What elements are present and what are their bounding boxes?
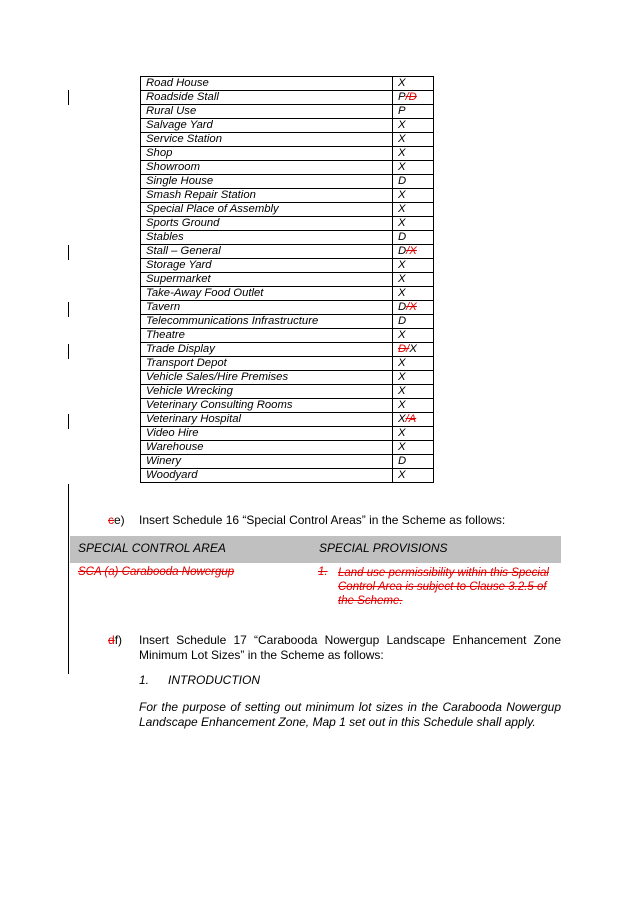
permissibility-cell	[393, 469, 434, 483]
permissibility: X	[398, 203, 406, 215]
change-bar	[68, 414, 69, 429]
land-use-name: Theatre	[141, 329, 393, 343]
permissibility: D	[398, 455, 407, 467]
permissibility: D	[398, 231, 407, 243]
land-use-row	[141, 105, 434, 119]
permissibility: X	[398, 371, 406, 383]
permissibility-cell	[393, 133, 434, 147]
sca-provision-number: 1.	[318, 566, 328, 578]
land-use-name: Vehicle Wrecking	[141, 385, 393, 399]
land-use-row	[141, 161, 434, 175]
permissibility-cell	[393, 301, 434, 315]
land-use-name: Trade Display	[141, 343, 393, 357]
permissibility: X	[398, 441, 406, 453]
permissibility-cell	[393, 385, 434, 399]
change-bar	[68, 245, 69, 260]
deleted-label: c	[108, 513, 114, 527]
land-use-name: Roadside Stall	[141, 91, 393, 105]
permissibility-cell	[393, 91, 434, 105]
permissibility: P	[398, 105, 406, 117]
permissibility-cell	[393, 203, 434, 217]
deleted-permissibility: /X	[406, 301, 417, 313]
land-use-name: Warehouse	[141, 441, 393, 455]
permissibility: X	[398, 385, 406, 397]
land-use-name: Salvage Yard	[141, 119, 393, 133]
land-use-table	[140, 76, 434, 483]
permissibility-cell	[393, 427, 434, 441]
land-use-row	[141, 427, 434, 441]
permissibility-cell	[393, 455, 434, 469]
permissibility-cell	[393, 231, 434, 245]
land-use-row	[141, 357, 434, 371]
permissibility: D	[398, 175, 407, 187]
land-use-row	[141, 231, 434, 245]
land-use-row	[141, 301, 434, 315]
land-use-row	[141, 91, 434, 105]
land-use-name: Special Place of Assembly	[141, 203, 393, 217]
land-use-name: Sports Ground	[141, 217, 393, 231]
permissibility: P	[398, 91, 406, 103]
permissibility-cell	[393, 161, 434, 175]
permissibility-cell	[393, 413, 434, 427]
sca-area-name: SCA (a) Carabooda Nowergup	[78, 566, 235, 578]
permissibility: X	[398, 287, 406, 299]
land-use-name: Road House	[141, 77, 393, 91]
land-use-name: Telecommunications Infrastructure	[141, 315, 393, 329]
permissibility-cell	[393, 217, 434, 231]
land-use-row	[141, 399, 434, 413]
permissibility-cell	[393, 119, 434, 133]
land-use-name: Transport Depot	[141, 357, 393, 371]
land-use-row	[141, 133, 434, 147]
deleted-permissibility: /D	[405, 91, 417, 103]
land-use-name: Vehicle Sales/Hire Premises	[141, 371, 393, 385]
item-e-text: Insert Schedule 16 “Special Control Areas” in the Scheme as follows:	[139, 513, 506, 527]
land-use-row	[141, 189, 434, 203]
permissibility-cell	[393, 105, 434, 119]
permissibility: X	[398, 161, 406, 173]
intro-heading: INTRODUCTION	[168, 673, 260, 687]
permissibility-cell	[393, 245, 434, 259]
sca-col1-header: SPECIAL CONTROL AREA	[78, 541, 226, 555]
permissibility-cell	[393, 77, 434, 91]
permissibility-cell	[393, 441, 434, 455]
special-control-area-table	[70, 536, 561, 607]
permissibility: X	[398, 413, 406, 425]
permissibility-cell	[393, 175, 434, 189]
permissibility-cell	[393, 399, 434, 413]
land-use-name: Single House	[141, 175, 393, 189]
change-bar	[68, 90, 69, 105]
intro-number: 1.	[139, 673, 150, 687]
permissibility-cell	[393, 189, 434, 203]
sca-header-row	[70, 536, 561, 563]
permissibility: X	[398, 119, 406, 131]
land-use-name: Stall – General	[141, 245, 393, 259]
change-bar	[68, 302, 69, 317]
permissibility: X	[398, 189, 406, 201]
permissibility-cell	[393, 287, 434, 301]
land-use-row	[141, 315, 434, 329]
land-use-row	[141, 245, 434, 259]
permissibility-cell	[393, 315, 434, 329]
land-use-row	[141, 371, 434, 385]
land-use-row	[141, 343, 434, 357]
land-use-row	[141, 147, 434, 161]
change-bar	[68, 344, 69, 359]
permissibility: X	[398, 329, 406, 341]
land-use-row	[141, 203, 434, 217]
land-use-row	[141, 455, 434, 469]
land-use-row	[141, 175, 434, 189]
permissibility: X	[398, 133, 406, 145]
land-use-row	[141, 273, 434, 287]
intro-text: For the purpose of setting out minimum lot sizes in the Carabooda Nowergup Landscape Enhancement Zone, Map 1 set out in this Schedule shall apply.	[139, 700, 561, 729]
land-use-name: Supermarket	[141, 273, 393, 287]
land-use-name: Storage Yard	[141, 259, 393, 273]
permissibility: D	[398, 301, 407, 313]
land-use-name: Showroom	[141, 161, 393, 175]
permissibility: X	[398, 399, 406, 411]
deleted-label: d	[108, 633, 115, 647]
deleted-permissibility: /A	[405, 413, 417, 425]
item-f-label	[108, 633, 122, 647]
land-use-row	[141, 413, 434, 427]
land-use-row	[141, 329, 434, 343]
land-use-name: Veterinary Hospital	[141, 413, 393, 427]
permissibility: D	[398, 245, 407, 257]
land-use-name: Video Hire	[141, 427, 393, 441]
land-use-row	[141, 441, 434, 455]
item-e-label	[108, 513, 125, 527]
land-use-row	[141, 287, 434, 301]
sca-col2-header: SPECIAL PROVISIONS	[319, 541, 448, 555]
permissibility: X	[398, 273, 406, 285]
change-bar	[68, 484, 69, 674]
land-use-name: Stables	[141, 231, 393, 245]
permissibility-cell	[393, 147, 434, 161]
land-use-row	[141, 469, 434, 483]
label: f)	[114, 633, 123, 647]
sca-provision-text: Land use permissibility within this Special Control Area is subject to Clause 3.2.5 of the Scheme.	[338, 567, 549, 607]
permissibility-cell	[393, 329, 434, 343]
land-use-row	[141, 385, 434, 399]
land-use-name: Shop	[141, 147, 393, 161]
land-use-name: Service Station	[141, 133, 393, 147]
land-use-name: Rural Use	[141, 105, 393, 119]
permissibility: D	[398, 315, 407, 327]
permissibility: X	[409, 343, 417, 355]
land-use-row	[141, 259, 434, 273]
item-f-text: Insert Schedule 17 “Carabooda Nowergup Landscape Enhancement Zone Minimum Lot Sizes” in the Scheme as follows:	[139, 633, 561, 662]
permissibility: X	[398, 357, 406, 369]
permissibility: X	[398, 259, 406, 271]
land-use-name: Winery	[141, 455, 393, 469]
land-use-name: Veterinary Consulting Rooms	[141, 399, 393, 413]
land-use-name: Smash Repair Station	[141, 189, 393, 203]
permissibility-cell	[393, 357, 434, 371]
land-use-name: Take-Away Food Outlet	[141, 287, 393, 301]
permissibility-cell	[393, 371, 434, 385]
label: e)	[114, 513, 125, 527]
land-use-row	[141, 119, 434, 133]
land-use-row	[141, 217, 434, 231]
land-use-name: Woodyard	[141, 469, 393, 483]
permissibility: X	[398, 147, 406, 159]
permissibility: X	[398, 427, 406, 439]
permissibility-cell	[393, 259, 434, 273]
land-use-row	[141, 77, 434, 91]
deleted-permissibility: /X	[406, 245, 417, 257]
permissibility-cell	[393, 273, 434, 287]
permissibility-cell	[393, 343, 434, 357]
permissibility: X	[398, 217, 406, 229]
land-use-name: Tavern	[141, 301, 393, 315]
permissibility: X	[398, 77, 406, 89]
deleted-permissibility: D/	[398, 343, 410, 355]
permissibility: X	[398, 469, 406, 481]
